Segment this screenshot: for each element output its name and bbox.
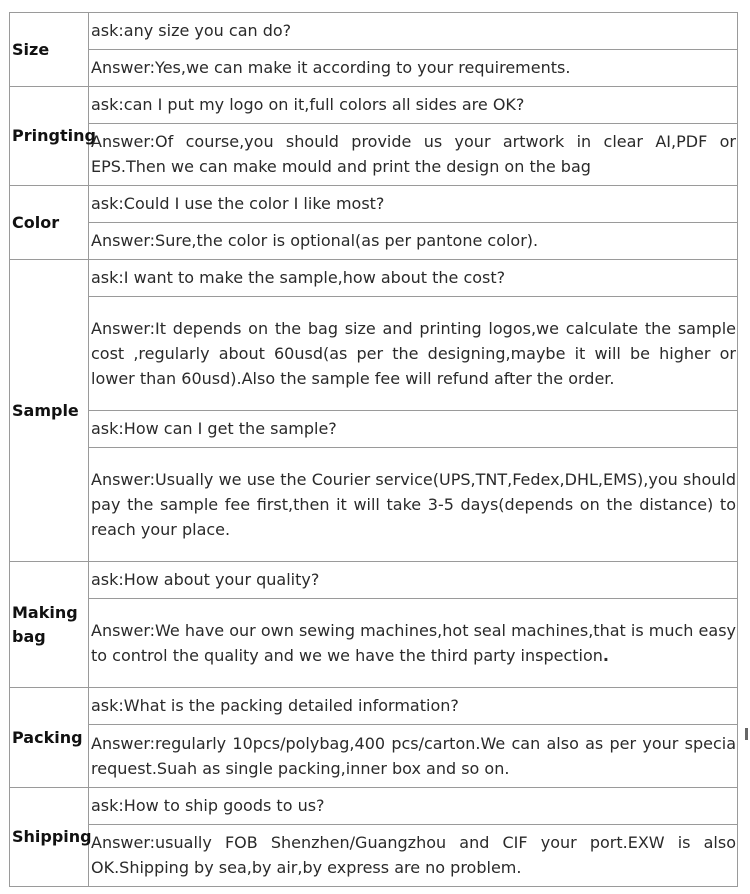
answer-sample-get: Answer:Usually we use the Courier service(UPS,TNT,Fedex,DHL,EMS),you should pay the sample fee first,then it will take 3-5 days(depends on the distance) to reach your place. bbox=[89, 448, 738, 562]
faq-row-making-bag-answer bbox=[10, 599, 738, 688]
faq-row-shipping-answer bbox=[10, 825, 738, 887]
question-sample-cost: ask:I want to make the sample,how about the cost? bbox=[89, 260, 738, 297]
question-printing: ask:can I put my logo on it,full colors all sides are OK? bbox=[89, 87, 738, 124]
question-sample-get: ask:How can I get the sample? bbox=[89, 411, 738, 448]
faq-row-packing-answer bbox=[10, 725, 738, 788]
question-color: ask:Could I use the color I like most? bbox=[89, 186, 738, 223]
faq-row-sample-answer-cost bbox=[10, 297, 738, 411]
faq-row-size-answer bbox=[10, 50, 738, 87]
answer-color: Answer:Sure,the color is optional(as per pantone color). bbox=[89, 223, 738, 260]
category-sample: Sample bbox=[10, 260, 89, 562]
edge-marker bbox=[745, 728, 748, 740]
faq-row-printing-answer bbox=[10, 124, 738, 186]
category-making-bag: Making bag bbox=[10, 562, 89, 688]
faq-row-color-question bbox=[10, 186, 738, 223]
answer-sample-cost: Answer:It depends on the bag size and printing logos,we calculate the sample cost ,regularly about 60usd(as per the designing,maybe it will be higher or lower than 60usd).Also the sample fee will refund after the order. bbox=[89, 297, 738, 411]
answer-shipping: Answer:usually FOB Shenzhen/Guangzhou and CIF your port.EXW is also OK.Shipping by sea,by air,by express are no problem. bbox=[89, 825, 738, 887]
faq-row-making-bag-question bbox=[10, 562, 738, 599]
category-shipping: Shipping bbox=[10, 788, 89, 887]
question-packing: ask:What is the packing detailed information? bbox=[89, 688, 738, 725]
faq-row-shipping-question bbox=[10, 788, 738, 825]
answer-packing: Answer:regularly 10pcs/polybag,400 pcs/carton.We can also as per your specia request.Suah as single packing,inner box and so on. bbox=[89, 725, 738, 788]
category-color: Color bbox=[10, 186, 89, 260]
category-size: Size bbox=[10, 13, 89, 87]
faq-row-sample-question-get bbox=[10, 411, 738, 448]
faq-row-sample-answer-get bbox=[10, 448, 738, 562]
answer-making-bag: Answer:We have our own sewing machines,hot seal machines,that is much easy to control the quality and we we have the third party inspection bbox=[91, 620, 736, 665]
category-packing: Packing bbox=[10, 688, 89, 788]
question-shipping: ask:How to ship goods to us? bbox=[89, 788, 738, 825]
category-printing: Pringting bbox=[10, 87, 89, 186]
answer-printing: Answer:Of course,you should provide us your artwork in clear AI,PDF or EPS.Then we can make mould and print the design on the bag bbox=[89, 124, 738, 186]
answer-making-bag-period: . bbox=[602, 645, 609, 665]
faq-row-color-answer bbox=[10, 223, 738, 260]
question-size: ask:any size you can do? bbox=[89, 13, 738, 50]
faq-row-sample-question-cost bbox=[10, 260, 738, 297]
answer-size: Answer:Yes,we can make it according to your requirements. bbox=[89, 50, 738, 87]
faq-row-printing-question bbox=[10, 87, 738, 124]
faq-table bbox=[9, 12, 738, 887]
faq-row-size-question bbox=[10, 13, 738, 50]
faq-row-packing-question bbox=[10, 688, 738, 725]
answer-making-bag-cell bbox=[89, 599, 738, 688]
question-making-bag: ask:How about your quality? bbox=[89, 562, 738, 599]
